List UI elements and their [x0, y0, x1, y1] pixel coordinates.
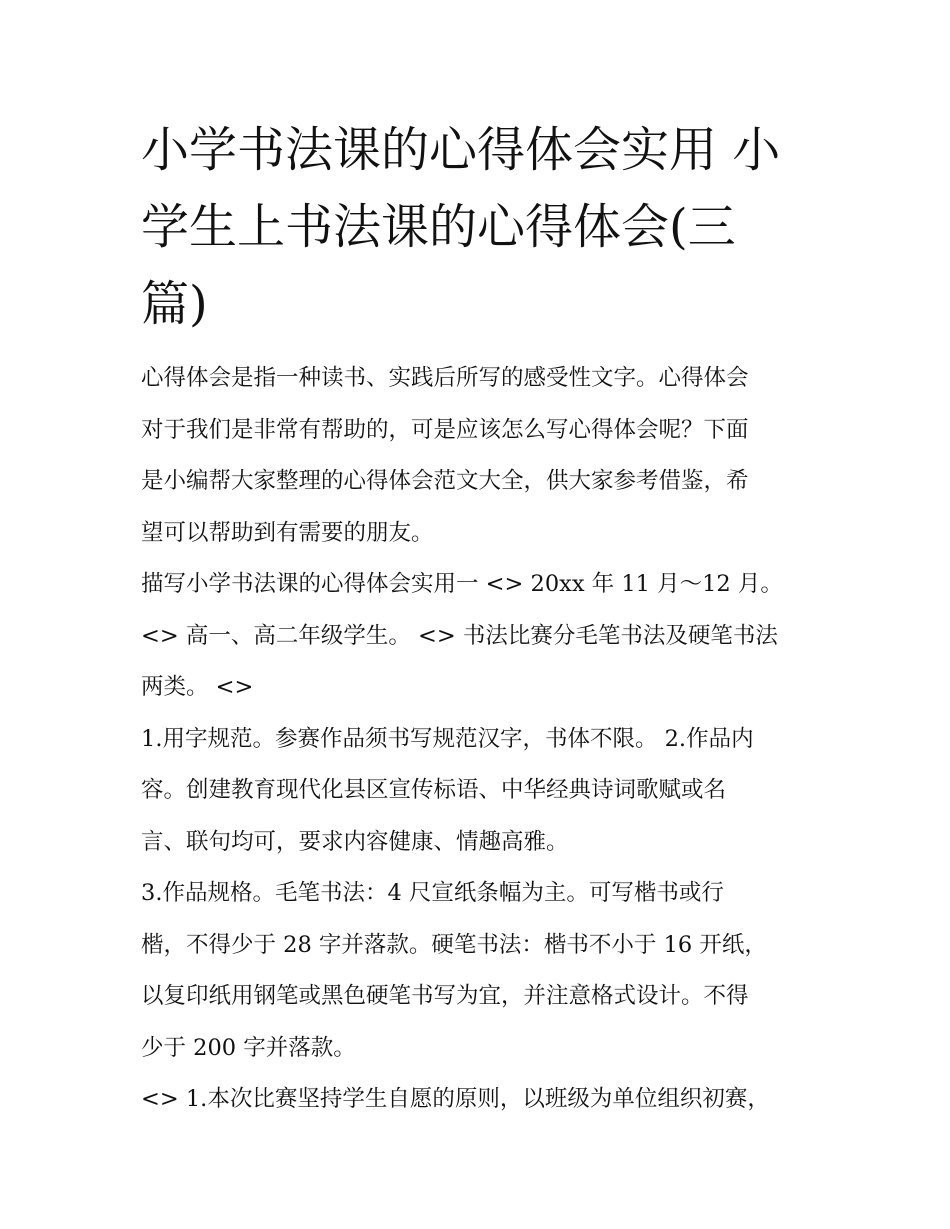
body-line: 3.作品规格。毛笔书法：4 尺宣纸条幅为主。可写楷书或行: [141, 880, 724, 906]
body-line: <> 1.本次比赛坚持学生自愿的原则，以班级为单位组织初赛，: [141, 1086, 770, 1112]
body-line: 言、联句均可，要求内容健康、情趣高雅。: [141, 828, 569, 855]
body-line: 容。创建教育现代化县区宣传标语、中华经典诗词歌赋或名: [141, 777, 727, 803]
body-line: 两类。 <>: [141, 674, 254, 700]
body-line: 楷，不得少于 28 字并落款。硬笔书法：楷书不小于 16 开纸，: [141, 931, 767, 958]
title-line: 小学书法课的心得体会实用 小: [141, 122, 781, 178]
body-line: 少于 200 字并落款。: [141, 1034, 356, 1061]
body-line: <> 高一、高二年级学生。 <> 书法比赛分毛笔书法及硬笔书法: [141, 622, 778, 649]
title-line: 学生上书法课的心得体会(三: [141, 199, 736, 255]
body-line: 望可以帮助到有需要的朋友。: [141, 519, 434, 546]
body-line: 对于我们是非常有帮助的，可是应该怎么写心得体会呢？下面: [141, 416, 749, 443]
document-body: [141, 353, 831, 1126]
body-line: 1.用字规范。参赛作品须书写规范汉字，书体不限。 2.作品内: [141, 725, 754, 752]
body-line: 心得体会是指一种读书、实践后所写的感受性文字。心得体会: [141, 365, 749, 391]
body-line: 是小编帮大家整理的心得体会范文大全，供大家参考借鉴，希: [141, 468, 749, 494]
body-line: 以复印纸用钢笔或黑色硬笔书写为宜，并注意格式设计。不得: [141, 983, 749, 1009]
document-title: [141, 112, 821, 343]
title-line: 篇): [141, 276, 208, 332]
body-line: 描写小学书法课的心得体会实用一 <> 20xx 年 11 月～12 月。: [141, 571, 783, 597]
